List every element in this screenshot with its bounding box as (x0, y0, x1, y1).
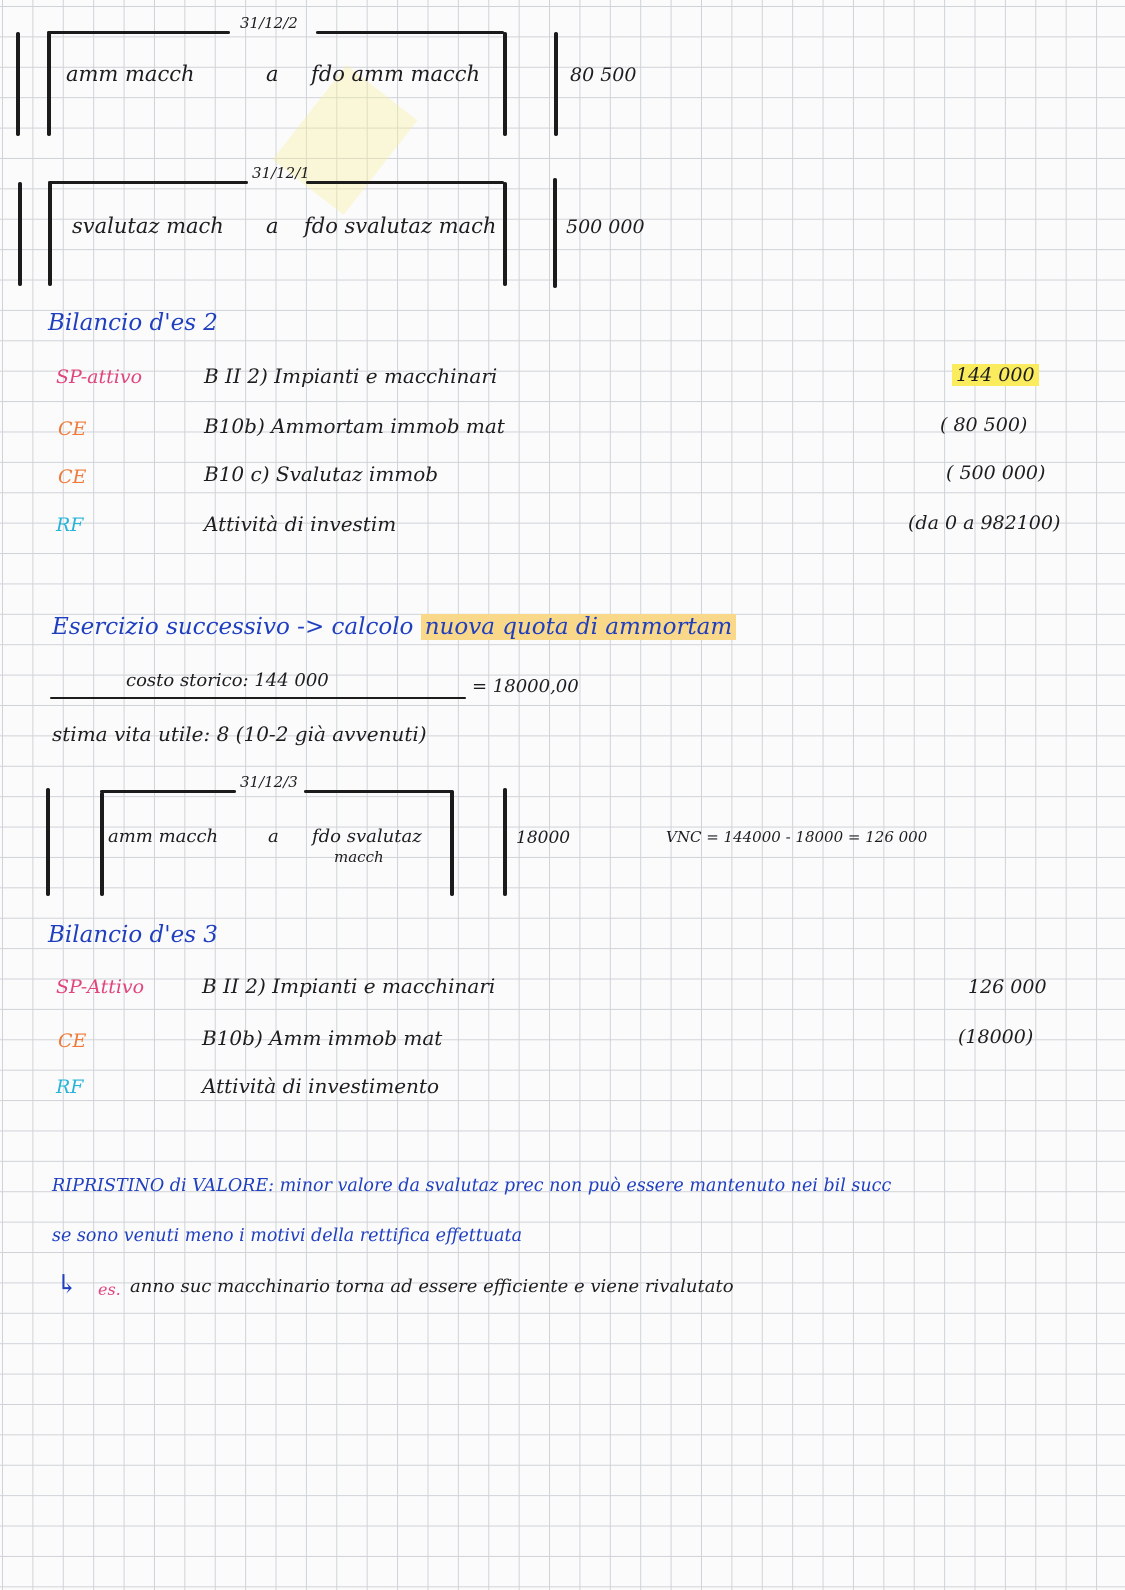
entry-credit: fdo svalutaz (312, 826, 422, 847)
ripristino-line-3: anno suc macchinario torna ad essere efficiente e viene rivalutato (130, 1276, 734, 1297)
fraction-denominator: stima vita utile: 8 (10-2 già avvenuti) (52, 722, 427, 746)
journal-top-line-right (304, 790, 452, 793)
row-description: Attività di investim (204, 512, 397, 536)
fraction-result: = 18000,00 (472, 676, 579, 697)
entry-date: 31/12/2 (240, 14, 298, 32)
row-description: Attività di investimento (202, 1074, 440, 1098)
row-label: RF (56, 514, 84, 536)
entry-date: 31/12/3 (240, 773, 298, 791)
entry-connector: a (266, 62, 279, 86)
journal-top-line-left (47, 31, 230, 34)
section-title: Bilancio d'es 2 (48, 310, 218, 336)
row-description: B10b) Ammortam immob mat (204, 414, 505, 438)
fraction-line (50, 697, 466, 699)
fraction-numerator: costo storico: 144 000 (126, 670, 329, 691)
row-value: (da 0 a 982100) (908, 512, 1061, 534)
journal-right-bar (553, 178, 557, 288)
entry-date: 31/12/1 (252, 164, 310, 182)
vnc-calculation: VNC = 144000 - 18000 = 126 000 (666, 828, 928, 846)
section-heading-highlight: nuova quota di ammortam (421, 614, 736, 640)
ripristino-line-1: RIPRISTINO di VALORE: minor valore da svalutaz prec non può essere mantenuto nei bil succ (52, 1176, 892, 1196)
row-label: CE (58, 418, 87, 440)
journal-top-line-right (306, 181, 504, 184)
entry-connector: a (268, 826, 279, 847)
journal-inner-left-bar (48, 182, 52, 286)
row-label: SP-attivo (56, 366, 143, 388)
watermark-highlight (273, 65, 418, 215)
journal-inner-right-bar (503, 32, 507, 136)
arrow-icon: ↳ (56, 1270, 78, 1300)
journal-left-bar (18, 182, 22, 286)
row-label: SP-Attivo (56, 976, 145, 998)
row-label: RF (56, 1076, 84, 1098)
row-label: CE (58, 466, 87, 488)
journal-left-bar (16, 32, 20, 136)
entry-debit: amm macch (108, 826, 219, 847)
section-title: Bilancio d'es 3 (48, 922, 218, 948)
journal-inner-right-bar (450, 790, 454, 896)
row-value: ( 500 000) (946, 462, 1046, 484)
journal-top-line-left (100, 790, 236, 793)
journal-right-bar (503, 788, 507, 896)
row-value: ( 80 500) (940, 414, 1028, 436)
example-label: es. (98, 1280, 121, 1299)
journal-inner-left-bar (100, 792, 104, 896)
row-description: B II 2) Impianti e macchinari (202, 974, 496, 998)
journal-top-line-right (316, 31, 504, 34)
row-description: B10b) Amm immob mat (202, 1026, 443, 1050)
row-label: CE (58, 1030, 87, 1052)
section-heading: Esercizio successivo -> calcolo (52, 614, 414, 640)
journal-inner-left-bar (47, 32, 51, 136)
journal-inner-right-bar (503, 182, 507, 286)
row-value: 126 000 (968, 976, 1047, 998)
ripristino-line-2: se sono venuti meno i motivi della rettifica effettuata (52, 1226, 522, 1246)
journal-right-bar (554, 32, 558, 136)
entry-amount: 80 500 (570, 64, 637, 86)
journal-top-line-left (48, 181, 248, 184)
journal-left-bar (46, 788, 50, 896)
row-value: (18000) (958, 1026, 1034, 1048)
row-value: 144 000 (952, 364, 1039, 386)
entry-debit: svalutaz mach (72, 214, 224, 238)
row-description: B II 2) Impianti e macchinari (204, 364, 498, 388)
entry-credit: fdo svalutaz mach (304, 214, 497, 238)
entry-debit: amm macch (66, 62, 195, 86)
row-description: B10 c) Svalutaz immob (204, 462, 439, 486)
entry-credit-continued: macch (334, 848, 384, 866)
entry-credit: fdo amm macch (311, 62, 481, 86)
entry-amount: 18000 (516, 828, 571, 848)
entry-amount: 500 000 (566, 216, 645, 238)
entry-connector: a (266, 214, 279, 238)
